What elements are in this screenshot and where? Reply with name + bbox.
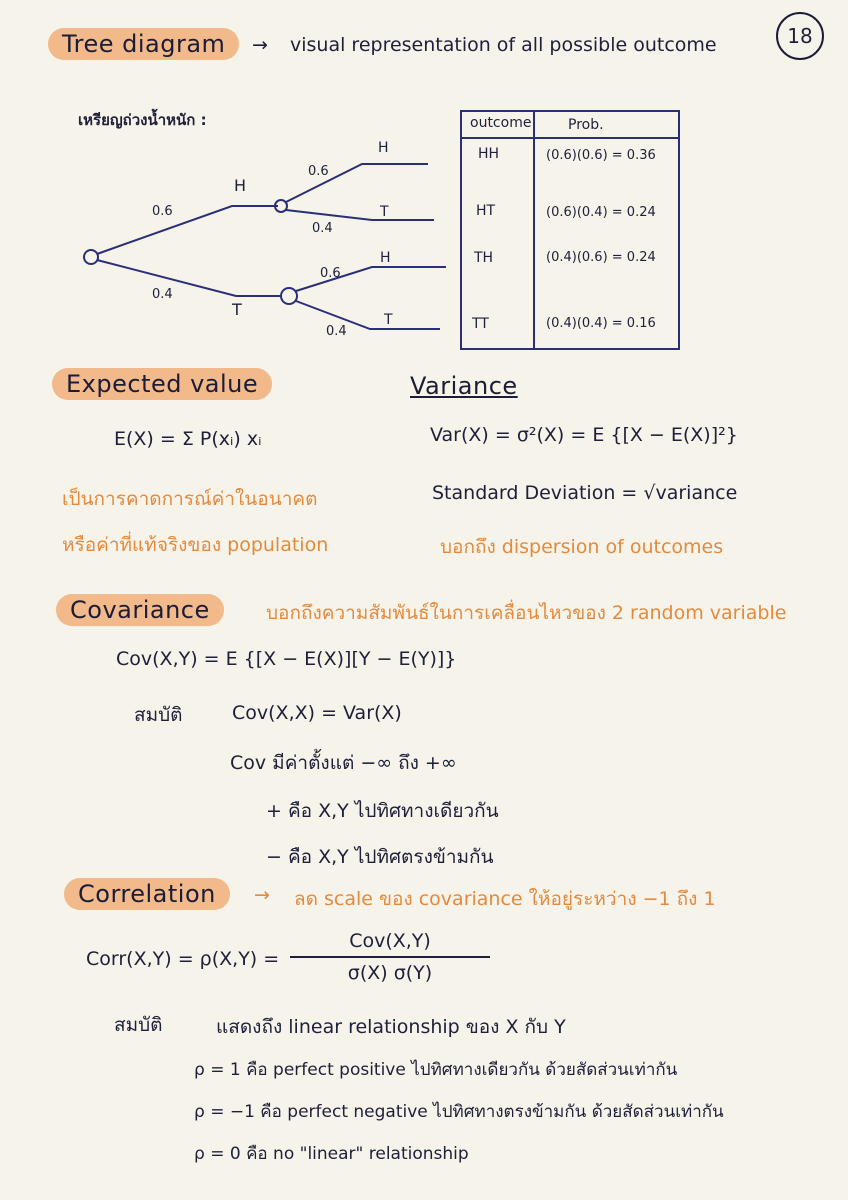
tree-diagram-title: Tree diagram (48, 28, 239, 60)
correlation-property-intro: แสดงถึง linear relationship ของ X กับ Y (216, 1016, 566, 1038)
covariance-property-3: + คือ X,Y ไปทิศทางเดียวกัน (266, 800, 499, 822)
correlation-numerator: Cov(X,Y) (349, 930, 431, 952)
variance-formula: Var(X) = σ²(X) = E {[X − E(X)]²} (430, 424, 738, 446)
table-row-outcome: HT (476, 203, 496, 219)
branch-t (97, 260, 282, 296)
root-node (84, 250, 98, 264)
fraction-bar (290, 956, 490, 958)
expected-value-title: Expected value (52, 368, 272, 400)
branch-h (97, 206, 278, 254)
correlation-rho-1: ρ = 1 คือ perfect positive ไปทิศทางเดียวกัน ด้วยสัดส่วนเท่ากัน (194, 1060, 678, 1080)
expected-value-formula: E(X) = Σ P(xᵢ) xᵢ (114, 428, 262, 450)
correlation-denominator: σ(X) σ(Y) (347, 961, 433, 984)
covariance-property-4: − คือ X,Y ไปทิศตรงข้ามกัน (266, 846, 494, 868)
node-h-label: H (234, 176, 247, 195)
table-row-prob: (0.6)(0.6) = 0.36 (546, 148, 656, 163)
variance-title: Variance (410, 372, 518, 400)
leaf-tt: T (384, 312, 393, 328)
node-t (281, 288, 297, 304)
correlation-rho-0: ρ = 0 คือ no "linear" relationship (194, 1144, 469, 1164)
branch-ht (286, 210, 434, 220)
node-t-label: T (232, 300, 242, 319)
covariance-title: Covariance (56, 594, 224, 626)
tree-subtitle: visual representation of all possible outcome (290, 34, 717, 56)
expected-note-2: หรือค่าที่แท้จริงของ population (62, 534, 329, 556)
covariance-property-label: สมบัติ (134, 704, 183, 726)
leaf-hh: H (378, 140, 389, 156)
weighted-coin-label: เหรียญถ่วงน้ำหนัก : (78, 111, 207, 129)
leaf-th: H (380, 250, 391, 266)
outcome-table (460, 110, 680, 350)
variance-note: บอกถึง dispersion of outcomes (440, 536, 724, 558)
covariance-property-2: Cov มีค่าตั้งแต่ −∞ ถึง +∞ (230, 752, 457, 774)
correlation-arrow: → (254, 884, 270, 906)
table-header-prob: Prob. (568, 117, 604, 133)
table-header-outcome: outcome (470, 115, 532, 131)
table-row-outcome: TT (472, 316, 489, 332)
prob-t-label: 0.4 (152, 287, 173, 302)
correlation-property-label: สมบัติ (114, 1014, 163, 1036)
branch-th (296, 267, 446, 291)
table-row-prob: (0.4)(0.4) = 0.16 (546, 316, 656, 331)
correlation-lhs: Corr(X,Y) = ρ(X,Y) = (86, 948, 280, 970)
prob-hh-label: 0.6 (308, 164, 329, 179)
branch-tt (296, 301, 440, 329)
covariance-property-1: Cov(X,X) = Var(X) (232, 702, 402, 724)
correlation-fraction (290, 930, 490, 984)
covariance-note: บอกถึงความสัมพันธ์ในการเคลื่อนไหวของ 2 random variable (266, 602, 787, 624)
leaf-ht: T (380, 204, 389, 220)
expected-note-1: เป็นการคาดการณ์ค่าในอนาคต (62, 488, 318, 510)
page-number: 18 (776, 12, 824, 60)
tree-arrow: → (252, 34, 268, 56)
correlation-note: ลด scale ของ covariance ให้อยู่ระหว่าง −1 ถึง 1 (294, 888, 716, 910)
prob-tt-label: 0.4 (326, 324, 347, 339)
covariance-formula: Cov(X,Y) = E {[X − E(X)][Y − E(Y)]} (116, 648, 457, 670)
table-row-outcome: HH (478, 146, 500, 162)
correlation-rho-minus-1: ρ = −1 คือ perfect negative ไปทิศทางตรงข้ามกัน ด้วยสัดส่วนเท่ากัน (194, 1102, 724, 1122)
correlation-title: Correlation (64, 878, 230, 910)
table-row-outcome: TH (474, 250, 494, 266)
table-row-prob: (0.4)(0.6) = 0.24 (546, 250, 656, 265)
prob-th-label: 0.6 (320, 266, 341, 281)
standard-deviation: Standard Deviation = √variance (432, 482, 738, 504)
table-row-prob: (0.6)(0.4) = 0.24 (546, 205, 656, 220)
prob-ht-label: 0.4 (312, 221, 333, 236)
prob-h-label: 0.6 (152, 204, 173, 219)
